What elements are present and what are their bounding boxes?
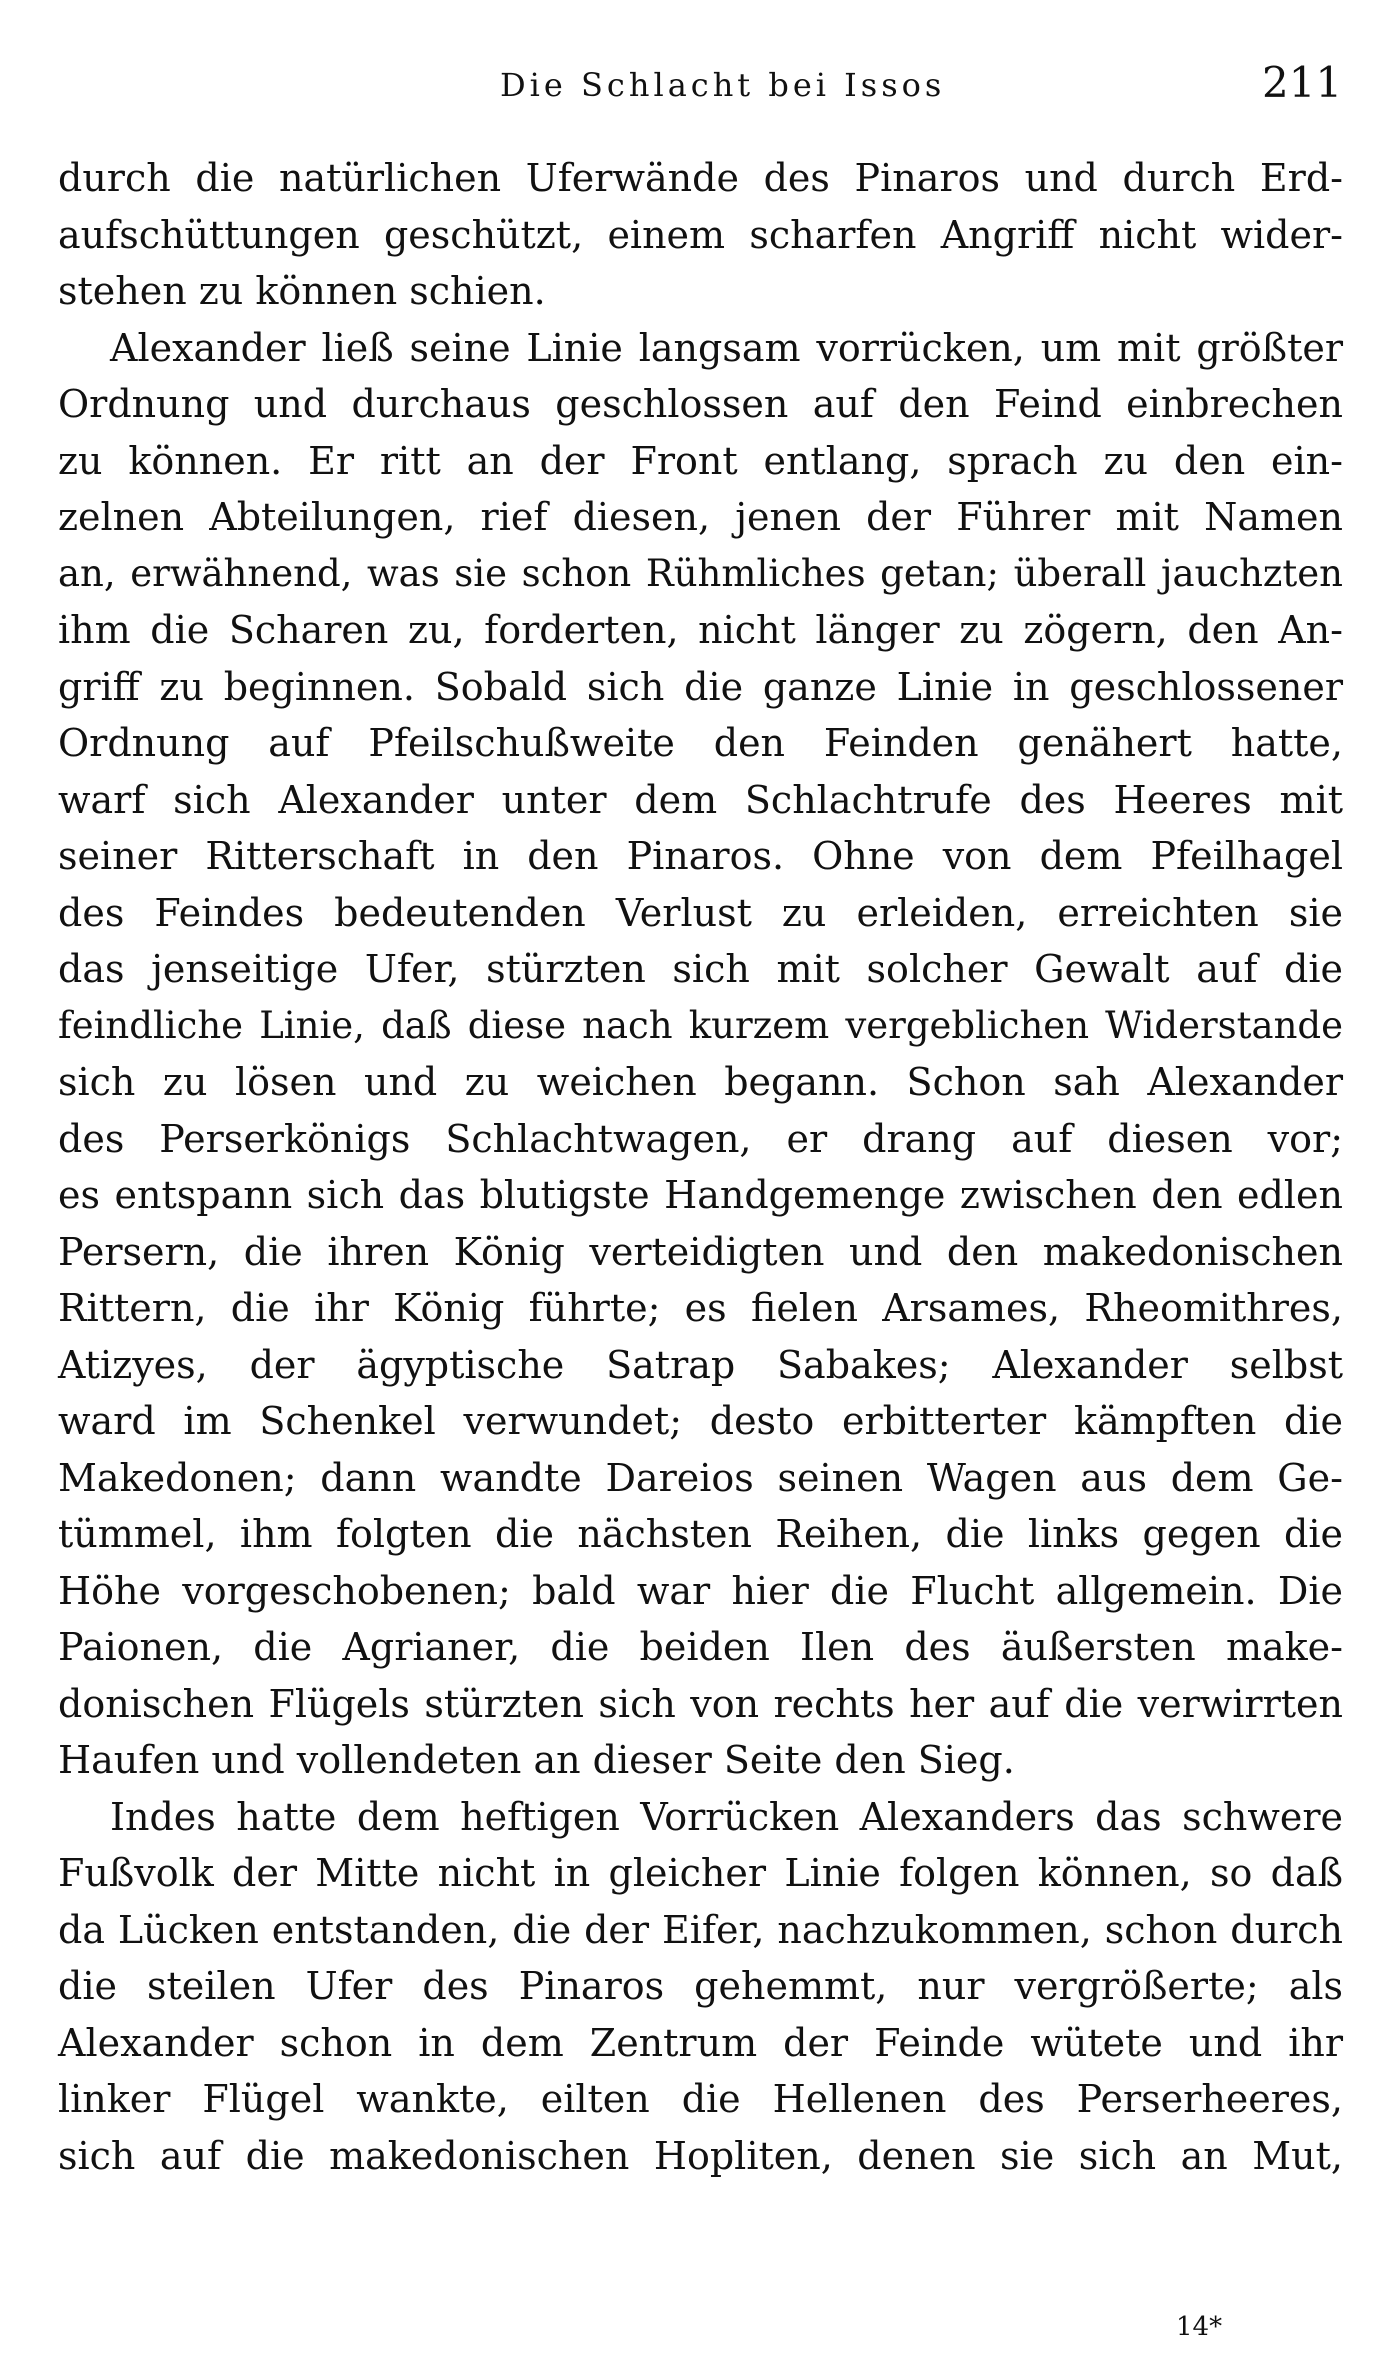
body-text bbox=[58, 150, 1343, 2184]
text-line: die steilen Ufer des Pinaros gehemmt, nur vergrößerte; als bbox=[58, 1964, 1343, 2008]
text-line: Ordnung und durchaus geschlossen auf den Feind einbrechen bbox=[58, 382, 1343, 426]
text-line: an, erwähnend, was sie schon Rühmliches getan; überall jauchzten bbox=[58, 551, 1343, 595]
text-line: Ordnung auf Pfeilschußweite den Feinden genähert hatte, bbox=[58, 721, 1343, 765]
text-line: feindliche Linie, daß diese nach kurzem vergeblichen Widerstande bbox=[58, 1003, 1343, 1047]
text-line: Alexander ließ seine Linie langsam vorrücken, um mit größter bbox=[110, 325, 1343, 370]
text-line: es entspann sich das blutigste Handgemenge zwischen den edlen bbox=[58, 1173, 1343, 1217]
text-line: sich auf die makedonischen Hopliten, denen sie sich an Mut, bbox=[58, 2133, 1343, 2178]
text-line: des Perserkönigs Schlachtwagen, er drang auf diesen vor; bbox=[58, 1116, 1343, 1161]
text-line: ward im Schenkel verwundet; desto erbitterter kämpften die bbox=[58, 1399, 1343, 1443]
text-line: warf sich Alexander unter dem Schlachtrufe des Heeres mit bbox=[58, 777, 1343, 822]
signature-mark: 14* bbox=[1176, 2312, 1223, 2342]
text-line: stehen zu können schien. bbox=[58, 269, 546, 313]
text-line: linker Flügel wankte, eilten die Hellenen des Perserheeres, bbox=[58, 2077, 1343, 2121]
text-line: ihm die Scharen zu, forderten, nicht länger zu zögern, den An- bbox=[58, 608, 1343, 652]
running-head bbox=[0, 58, 1399, 118]
text-line: Fußvolk der Mitte nicht in gleicher Linie folgen können, so daß bbox=[58, 1851, 1343, 1895]
text-line: Makedonen; dann wandte Dareios seinen Wagen aus dem Ge- bbox=[58, 1455, 1343, 1500]
text-line: zu können. Er ritt an der Front entlang, sprach zu den ein- bbox=[58, 438, 1343, 483]
text-line: des Feindes bedeutenden Verlust zu erleiden, erreichten sie bbox=[58, 890, 1343, 935]
text-line: Höhe vorgeschobenen; bald war hier die Flucht allgemein. Die bbox=[58, 1568, 1343, 1613]
text-line: Rittern, die ihr König führte; es fielen Arsames, Rheomithres, bbox=[58, 1286, 1343, 1330]
running-title: Die Schlacht bei Issos bbox=[500, 66, 946, 104]
text-line: donischen Flügels stürzten sich von rechts her auf die verwirrten bbox=[58, 1681, 1343, 1726]
page-number: 211 bbox=[1262, 58, 1343, 107]
text-line: Persern, die ihren König verteidigten und den makedonischen bbox=[58, 1229, 1343, 1274]
text-line: griff zu beginnen. Sobald sich die ganze Linie in geschlossener bbox=[58, 664, 1343, 709]
text-line: sich zu lösen und zu weichen begann. Schon sah Alexander bbox=[58, 1060, 1343, 1104]
text-line: zelnen Abteilungen, rief diesen, jenen der Führer mit Namen bbox=[58, 495, 1343, 539]
text-line: Alexander schon in dem Zentrum der Feinde wütete und ihr bbox=[58, 2020, 1343, 2065]
text-line: Paionen, die Agrianer, die beiden Ilen des äußersten make- bbox=[58, 1625, 1343, 1669]
text-line: Indes hatte dem heftigen Vorrücken Alexanders das schwere bbox=[110, 1794, 1343, 1839]
text-line: Atizyes, der ägyptische Satrap Sabakes; Alexander selbst bbox=[58, 1342, 1343, 1387]
text-line: aufschüttungen geschützt, einem scharfen Angriff nicht wider- bbox=[58, 212, 1343, 257]
text-line: das jenseitige Ufer, stürzten sich mit solcher Gewalt auf die bbox=[58, 947, 1343, 991]
text-line: tümmel, ihm folgten die nächsten Reihen, die links gegen die bbox=[58, 1512, 1343, 1556]
text-line: da Lücken entstanden, die der Eifer, nachzukommen, schon durch bbox=[58, 1907, 1343, 1952]
text-line: seiner Ritterschaft in den Pinaros. Ohne von dem Pfeilhagel bbox=[58, 834, 1343, 878]
text-line: durch die natürlichen Uferwände des Pinaros und durch Erd- bbox=[58, 156, 1343, 200]
text-line: Haufen und vollendeten an dieser Seite den Sieg. bbox=[58, 1738, 1015, 1782]
